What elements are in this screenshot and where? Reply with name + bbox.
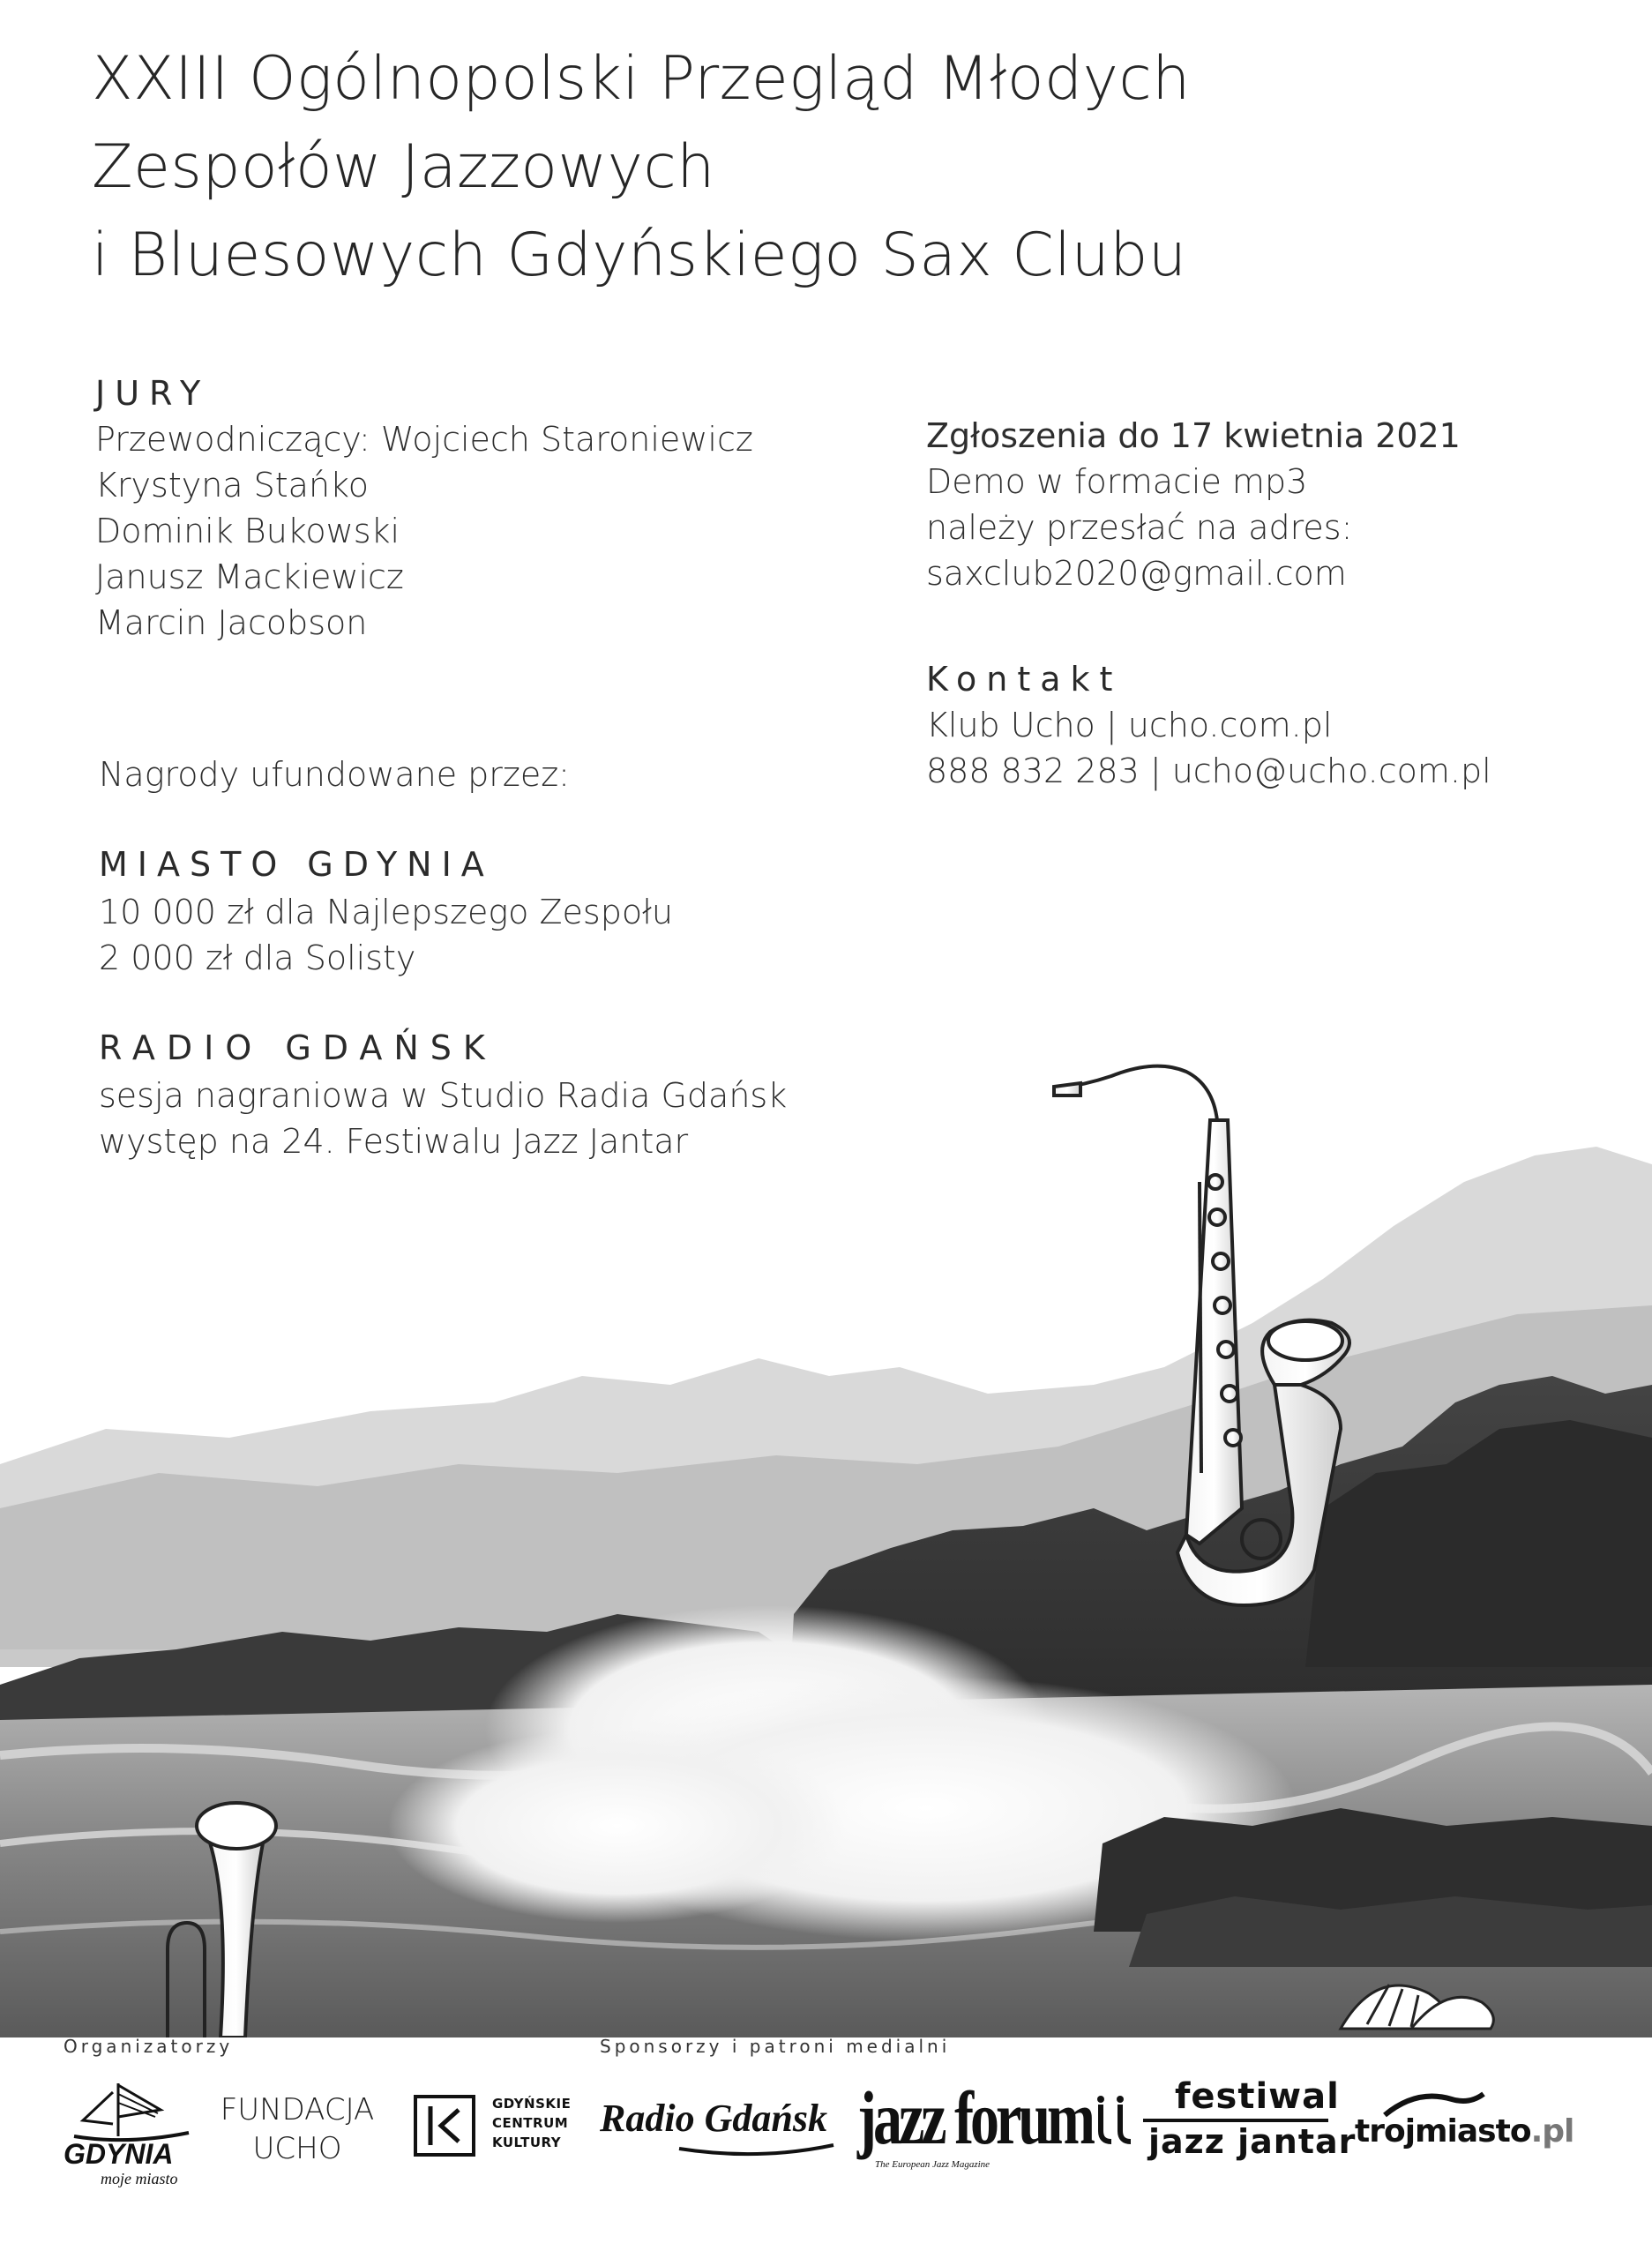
jury-member: Marcin Jacobson: [95, 603, 368, 642]
gck-line-2: CENTRUM: [492, 2115, 569, 2131]
logo-jazz-forum[interactable]: [857, 2076, 1093, 2179]
logo-fundacja-ucho[interactable]: [213, 2090, 381, 2168]
logo-radio-gdansk[interactable]: [600, 2096, 838, 2166]
prizes-intro: Nagrody ufundowane przez:: [99, 755, 570, 794]
sponsors-label: Sponsorzy i patroni medialni: [600, 2036, 951, 2057]
contact-heading: Kontakt: [926, 660, 1123, 699]
title-line-3: i Bluesowych Gdyńskiego Sax Clubu: [92, 221, 1187, 290]
logo-gck[interactable]: [413, 2092, 589, 2163]
contact-section: [926, 656, 1491, 794]
submission-email[interactable]: saxclub2020@gmail.com: [926, 554, 1347, 593]
jury-member: Dominik Bukowski: [95, 512, 400, 550]
title-line-1: XXIII Ogólnopolski Przegląd Młodych: [92, 44, 1191, 114]
submission-instruction: należy przesłać na adres:: [926, 508, 1353, 547]
jury-member: Przewodniczący: Wojciech Staroniewicz: [95, 420, 753, 459]
submission-section: [926, 413, 1461, 596]
prize-miasto-line: 2 000 zł dla Solisty: [99, 938, 416, 977]
gck-emblem-icon: [413, 2094, 478, 2159]
title-line-2: Zespołów Jazzowych: [92, 132, 715, 202]
prize-radio-line: sesja nagraniowa w Studio Radia Gdańsk: [99, 1076, 788, 1115]
jazz-forum-wordmark: jazz forum: [857, 2076, 1093, 2161]
gck-line-3: KULTURY: [492, 2135, 562, 2150]
prize-miasto-line: 10 000 zł dla Najlepszego Zespołu: [99, 893, 673, 931]
logo-gdynia[interactable]: [56, 2075, 198, 2198]
gck-line-1: GDYŃSKIE: [492, 2096, 572, 2112]
submission-deadline: Zgłoszenia do 17 kwietnia 2021: [926, 416, 1461, 455]
prize-radio-line: występ na 24. Festiwalu Jazz Jantar: [99, 1122, 689, 1161]
jazz-forum-tagline: The European Jazz Magazine: [875, 2159, 990, 2170]
prize-miasto-gdynia: [99, 840, 673, 981]
trojmiasto-tld: .pl: [1530, 2113, 1574, 2150]
jury-member: Krystyna Stańko: [95, 466, 369, 505]
gdynia-wordmark: GDYNIA: [64, 2138, 174, 2170]
contact-club-link[interactable]: Klub Ucho | ucho.com.pl: [926, 706, 1333, 744]
jury-heading: JURY: [95, 374, 211, 413]
prize-miasto-heading: MIASTO GDYNIA: [99, 845, 494, 884]
prize-radio-heading: RADIO GDAŃSK: [99, 1028, 497, 1067]
seascape-illustration: [0, 1050, 1652, 2037]
fundacja-line-2: UCHO: [252, 2131, 342, 2166]
organizers-label: Organizatorzy: [64, 2036, 234, 2057]
jantar-emblem-icon: [1094, 2096, 1147, 2149]
contact-phone-email[interactable]: 888 832 283 | ucho@ucho.com.pl: [926, 751, 1491, 790]
submission-format: Demo w formacie mp3: [926, 462, 1308, 501]
gdynia-tagline: moje miasto: [101, 2170, 178, 2187]
festiwal-wordmark: festiwal: [1175, 2076, 1340, 2117]
logo-trojmiasto[interactable]: [1355, 2085, 1619, 2173]
jazz-jantar-wordmark: jazz jantar: [1148, 2122, 1357, 2161]
jury-section: [95, 370, 753, 646]
ship-icon: [56, 2075, 198, 2145]
poster-title: [92, 35, 1191, 300]
logo-festiwal-jazz-jantar[interactable]: [1094, 2076, 1357, 2165]
radio-swoosh-icon: [600, 2142, 838, 2161]
jury-member: Janusz Mackiewicz: [95, 557, 404, 596]
fundacja-line-1: FUNDACJA: [220, 2092, 375, 2127]
trojmiasto-wordmark: trojmiasto: [1355, 2113, 1531, 2150]
radio-gdansk-wordmark: Radio Gdańsk: [600, 2097, 827, 2140]
